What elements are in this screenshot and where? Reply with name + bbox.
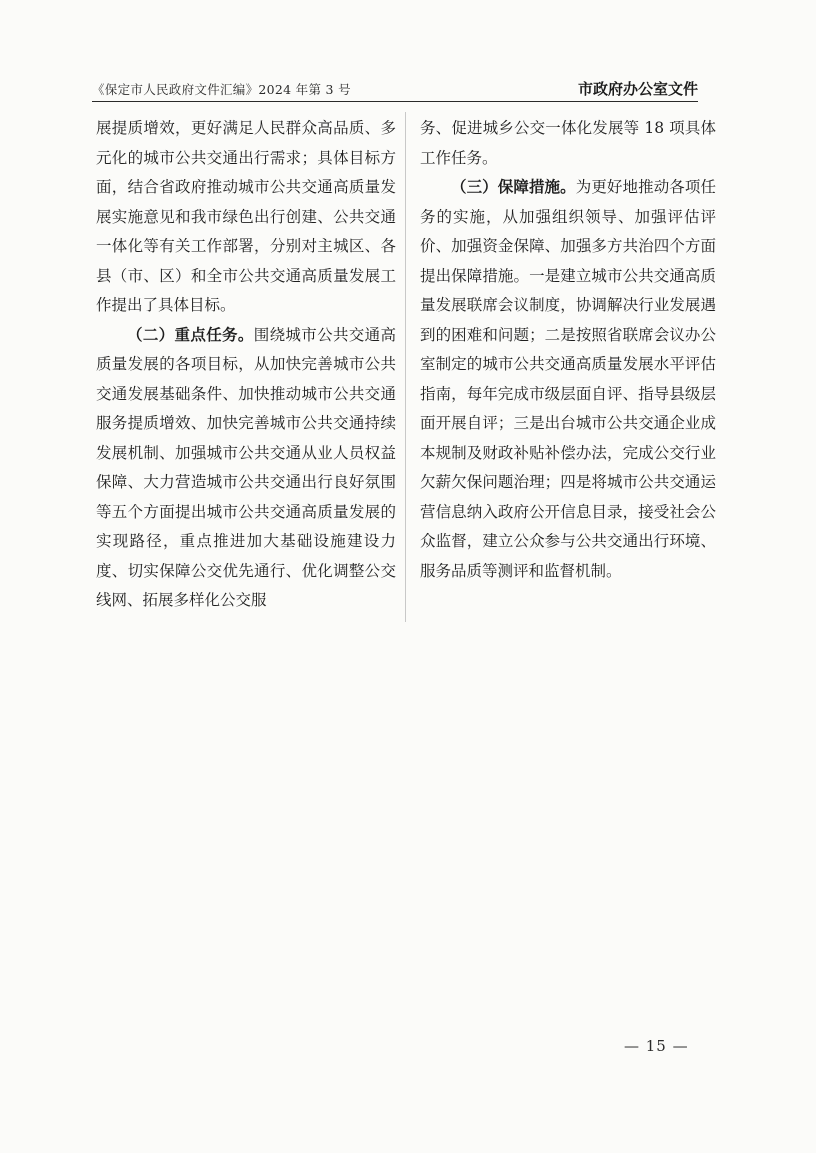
left-paragraph-1: 展提质增效，更好满足人民群众高品质、多元化的城市公共交通出行需求；具体目标方面，结合省政府推动城市公共交通高质量发展实施意见和我市绿色出行创建、公共交通一体化等有关工作部署，分别对主城区、各县（市、区）和全市公共交通高质量发展工作提出了具体目标。 [96, 119, 396, 314]
header-document-type: 市政府办公室文件 [577, 80, 698, 98]
section-heading-safeguards: （三）保障措施。 [451, 178, 576, 196]
header-publication-title: 《保定市人民政府文件汇编》2024 年第 3 号 [92, 82, 351, 97]
right-paragraph-2 [420, 173, 716, 586]
left-column [96, 114, 396, 616]
key-tasks-body: 围绕城市公共交通高质量发展的各项目标，从加快完善城市公共交通发展基础条件、加快推动城市公共交通服务提质增效、加快完善城市公共交通持续发展机制、加强城市公共交通从业人员权益保障、大力营造城市公共交通出行良好氛围等五个方面提出城市公共交通高质量发展的实现路径，重点推进加大基础设施建设力度、切实保障公交优先通行、优化调整公交线网、拓展多样化公交服 [96, 325, 396, 609]
right-paragraph-1: 务、促进城乡公交一体化发展等 18 项具体工作任务。 [420, 119, 716, 167]
column-divider [405, 112, 406, 622]
section-heading-key-tasks: （二）重点任务。 [127, 325, 254, 344]
header-rule [92, 101, 698, 102]
right-column [420, 114, 716, 586]
left-paragraph-2 [96, 321, 396, 616]
page-number: — 15 — [624, 1037, 689, 1055]
safeguards-body: 为更好地推动各项任务的实施，从加强组织领导、加强评估评价、加强资金保障、加强多方共治四个方面提出保障措施。一是建立城市公共交通高质量发展联席会议制度，协调解决行业发展遇到的困难和问题；二是按照省联席会议办公室制定的城市公共交通高质量发展水平评估指南，每年完成市级层面自评、指导县级层面开展自评；三是出台城市公共交通企业成本规制及财政补贴补偿办法，完成公交行业欠薪欠保问题治理；四是将城市公共交通运营信息纳入政府公开信息目录，接受社会公众监督，建立公众参与公共交通出行环境、服务品质等测评和监督机制。 [420, 178, 716, 580]
